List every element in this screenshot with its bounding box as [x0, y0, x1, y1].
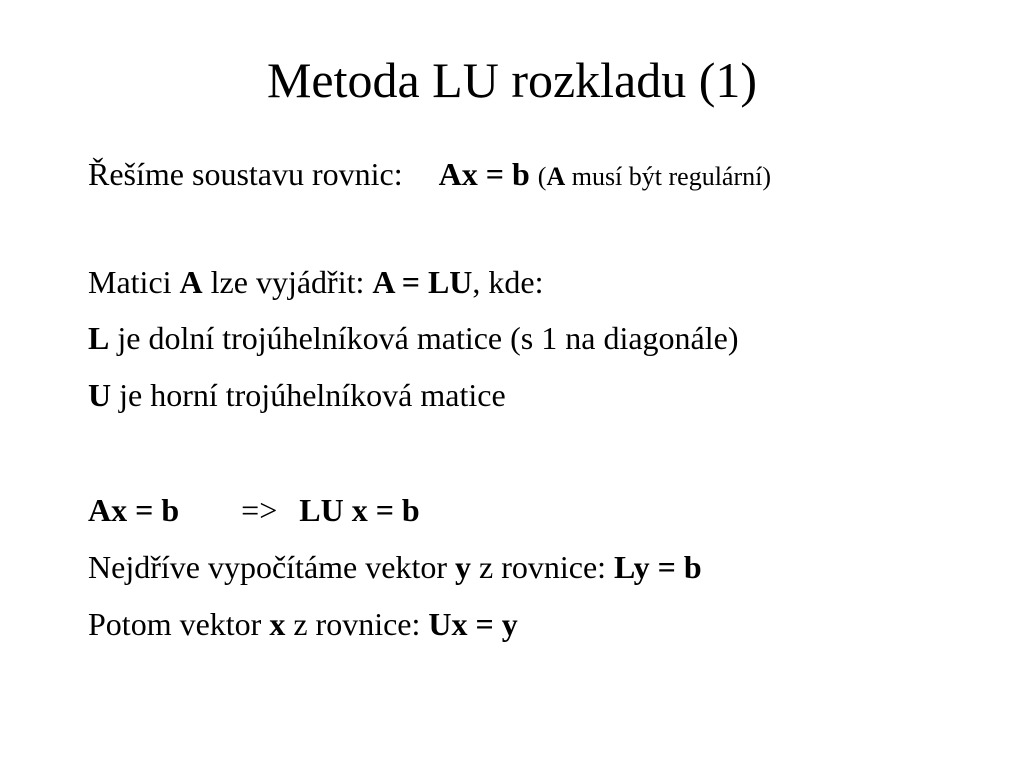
equation-lux-b: LU x = b: [299, 492, 420, 528]
implies-arrow: =>: [241, 492, 278, 528]
line1-text: Řešíme soustavu rovnic:: [88, 156, 403, 192]
system-of-equations-line: [88, 154, 771, 197]
lower-triangular-line: L je dolní trojúhelníková matice (s 1 na diagonále): [88, 320, 739, 356]
equation-ax-b: Ax = b: [438, 156, 530, 192]
substitution-line: [88, 490, 420, 530]
forward-substitution-line: Nejdříve vypočítáme vektor y z rovnice: Ly = b: [88, 549, 702, 585]
upper-triangular-line: U je horní trojúhelníková matice: [88, 377, 506, 413]
equation-ly-b: Ly = b: [614, 549, 702, 585]
slide-title: Metoda LU rozkladu (1): [266, 52, 758, 108]
equation-a-lu: A = LU: [372, 264, 473, 300]
back-substitution-line: Potom vektor x z rovnice: Ux = y: [88, 606, 518, 642]
regularity-note: (A musí být regulární): [537, 162, 772, 191]
equation-ux-y: Ux = y: [428, 606, 518, 642]
equation-ax-b-2: Ax = b: [88, 492, 180, 528]
decomposition-line: Matici A lze vyjádřit: A = LU, kde:: [88, 264, 544, 300]
